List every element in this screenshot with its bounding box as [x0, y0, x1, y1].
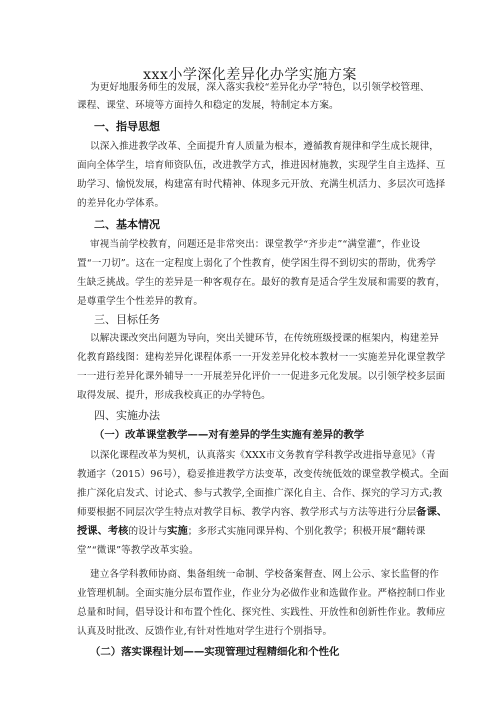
emphasis-text: 授课、考核 — [77, 526, 129, 537]
paragraph-text: 的设计与 — [128, 526, 168, 537]
paragraph-line: 认真及时批改、反馈作业,有针对性地对学生进行个别指导。 — [77, 626, 333, 637]
emphasis-text: 备课、 — [416, 507, 448, 518]
paragraph-line: 业管理机制。全面实施分层布置作业，作业分为必做作业和选做作业。严格控制口作业 — [77, 588, 446, 599]
paragraph-line: 的差异化办学体系。 — [77, 198, 165, 209]
paragraph-line: 堂”“微课”等教学改革实验。 — [77, 545, 199, 556]
document-title: xxx小学深化差异化办学实施方案 — [143, 67, 357, 83]
paragraph-line — [77, 507, 448, 519]
paragraph-line: 以解决课改突出问题为导向，突出关键环节，在传统班级授课的框架内，构建差异 — [90, 333, 439, 344]
subsection-heading-curriculum-plan: （二）落实课程计划——实现管理过程精细化和个性化 — [90, 646, 340, 658]
paragraph-line: 助学习、愉悦发展，构建富有时代精神、体现多元开放、充满生机活力、多层次可选择 — [77, 179, 446, 190]
paragraph-text: ；多形式实施同课异构、个别化教学；积极开展“翻转课 — [187, 526, 426, 537]
paragraph-line — [77, 526, 426, 538]
paragraph-line: 化教育路线图：建构差异化课程体系一一开发差异化校本教材一一实施差异化课堂教学 — [77, 352, 446, 363]
paragraph-line: 以深化课程改革为契机，认真落实《XXX市文务教育学科教学改进指导意见》（青 — [90, 450, 436, 461]
paragraph-line: 置“一刀切”。这在一定程度上弱化了个性教育，使学困生得不到切实的帮助，优秀学 — [77, 258, 436, 269]
section-heading-goals: 三、目标任务 — [94, 313, 160, 326]
intro-line: 课程、课堂、环境等方面持久和稳定的发展，特制定本方案。 — [77, 100, 339, 111]
subsection-heading-classroom-reform: （一）改革课堂教学——对有差异的学生实施有差异的教学 — [94, 429, 365, 441]
paragraph-text: 师要根据不同层次学生特点对教学目标、教学内容、教学形式与方法等进行分层 — [77, 507, 417, 518]
paragraph-line: 建立各学科教师协商、集备组统一命制、学校备案督查、网上公示、家长监督的作 — [90, 569, 439, 580]
paragraph-line: 面向全体学生，培育师资队伍，改进教学方式，推进因材施教，实现学生自主选择、互 — [77, 160, 446, 171]
paragraph-line: 教通字（2015）96号），稳妥推进教学方法变革，改变传统低效的课堂教学模式。全面 — [77, 469, 449, 480]
section-heading-guiding-ideology: 一、指导思想 — [94, 120, 160, 133]
paragraph-line: 以深入推进教学改革、全面提升育人质量为根本，遵循教育规律和学生成长规律， — [90, 141, 439, 152]
paragraph-line: 审视当前学校教育，问题还是非常突出：课堂教学“齐步走”“满堂灌”，作业设 — [90, 239, 421, 250]
intro-line: 为更好地服务师生的发展，深入落实我校“差异化办学”特色，以引领学校管理、 — [90, 82, 430, 93]
paragraph-line: 是尊重学生个性差异的教育。 — [77, 296, 204, 307]
emphasis-text: 实施 — [167, 526, 188, 537]
paragraph-line: 推广深化启发式、讨论式、参与式教学,全面推广深化自主、合作、探究的学习方式;教 — [77, 488, 443, 499]
paragraph-line: 总量和时间，倡导设计和布置个性化、探究性、实践性、开放性和创新性作业。教师应 — [77, 607, 446, 618]
section-heading-basic-situation: 二、基本情况 — [94, 218, 160, 231]
paragraph-line: 取得发展、提升，形成我校真正的办学特色。 — [77, 390, 271, 401]
paragraph-line: 一一进行差异化课外辅导一一开展差异化评价一一促进多元化发展。以引领学校多层面 — [77, 371, 446, 382]
section-heading-implementation: 四、实施办法 — [94, 409, 160, 422]
paragraph-line: 生缺乏挑战。学生的差异是一种客观存在。最好的教育是适合学生发展和需要的教育， — [77, 277, 446, 288]
